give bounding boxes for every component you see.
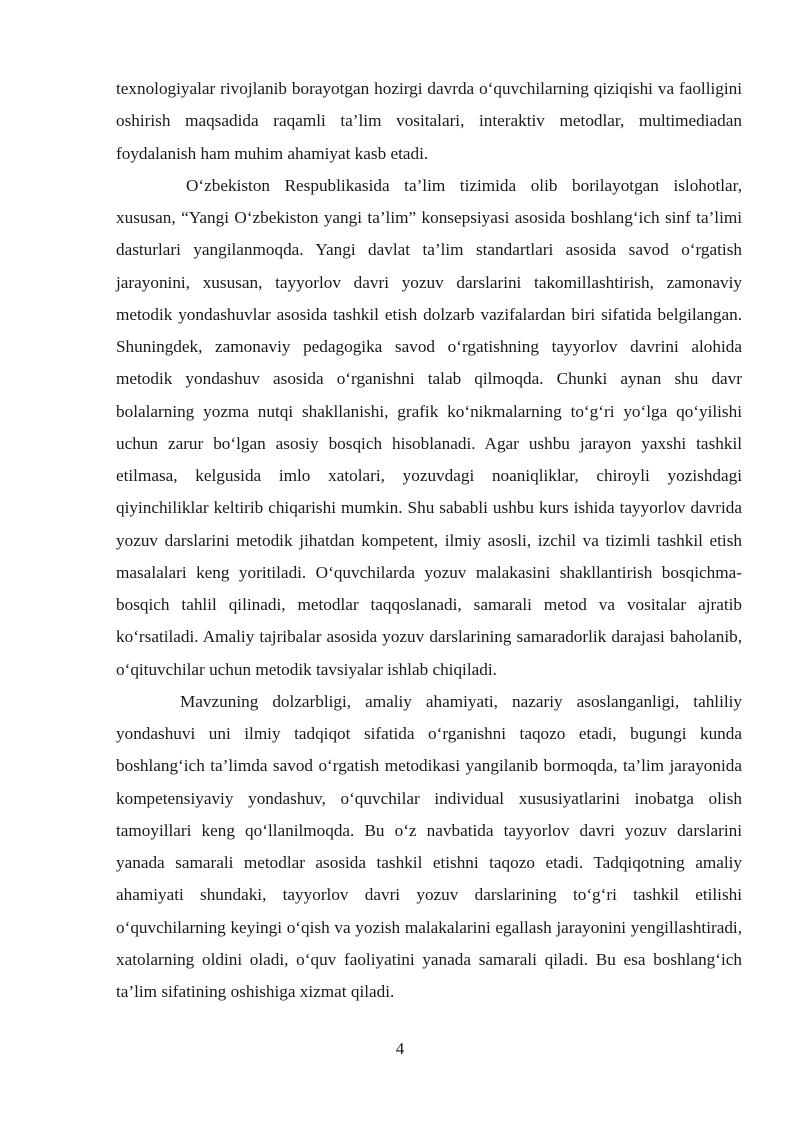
body-text bbox=[116, 73, 742, 1008]
page-number: 4 bbox=[395, 1039, 405, 1058]
paragraph-2: O‘zbekiston Respublikasida ta’lim tizimida olib borilayotgan islohotlar, xususan, “Yangi O‘zbekiston yangi ta’lim” konsepsiyasi asosida boshlang‘ich sinf ta’limi dasturlari yangilanmoqda. Yangi davlat ta’lim standartlari asosida savod o‘rgatish jarayonini, xususan, tayyorlov davri yozuv darslarini takomillashtirish, zamonaviy metodik yondashuvlar asosida tashkil etish dolzarb vazifalardan biri sifatida belgilangan. Shuningdek, zamonaviy pedagogika savod o‘rgatishning tayyorlov davrini alohida metodik yondashuv asosida o‘rganishni talab qilmoqda. Chunki aynan shu davr bolalarning yozma nutqi shakllanishi, grafik ko‘nikmalarning to‘g‘ri yo‘lga qo‘yilishi uchun zarur bo‘lgan asosiy bosqich hisoblanadi. Agar ushbu jarayon yaxshi tashkil etilmasa, kelgusida imlo xatolari, yozuvdagi noaniqliklar, chiroyli yozishdagi qiyinchiliklar keltirib chiqarishi mumkin. Shu sababli ushbu kurs ishida tayyorlov davrida yozuv darslarini metodik jihatdan kompetent, ilmiy asosli, izchil va tizimli tashkil etish masalalari keng yoritiladi. O‘quvchilarda yozuv malakasini shakllantirish bosqichma-bosqich tahlil qilinadi, metodlar taqqoslanadi, samarali metod va vositalar ajratib ko‘rsatiladi. Amaliy tajribalar asosida yozuv darslarining samaradorlik darajasi baholanib, o‘qituvchilar uchun metodik tavsiyalar ishlab chiqiladi. bbox=[116, 175, 742, 679]
paragraph-1: texnologiyalar rivojlanib borayotgan hozirgi davrda o‘quvchilarning qiziqishi va faolligini oshirish maqsadida raqamli ta’lim vositalari, interaktiv metodlar, multimediadan foydalanish ham muhim ahamiyat kasb etadi. bbox=[116, 79, 742, 163]
paragraph-3: Mavzuning dolzarbligi, amaliy ahamiyati, nazariy asoslanganligi, tahliliy yondashuvi uni ilmiy tadqiqot sifatida o‘rganishni taqozo etadi, bugungi kunda boshlang‘ich ta’limda savod o‘rgatish metodikasi yangilanib bormoqda, ta’lim jarayonida kompetensiyaviy yondashuv, o‘quvchilar individual xususiyatlarini inobatga olish tamoyillari keng qo‘llanilmoqda. Bu o‘z navbatida tayyorlov davri yozuv darslarini yanada samarali metodlar asosida tashkil etishni taqozo etadi. Tadqiqotning amaliy ahamiyati shundaki, tayyorlov davri yozuv darslarining to‘g‘ri tashkil etilishi o‘quvchilarning keyingi o‘qish va yozish malakalarini egallash jarayonini yengillashtiradi, xatolarning oldini oladi, o‘quv faoliyatini yanada samarali qiladi. Bu esa boshlang‘ich ta’lim sifatining oshishiga xizmat qiladi. bbox=[116, 691, 742, 1001]
